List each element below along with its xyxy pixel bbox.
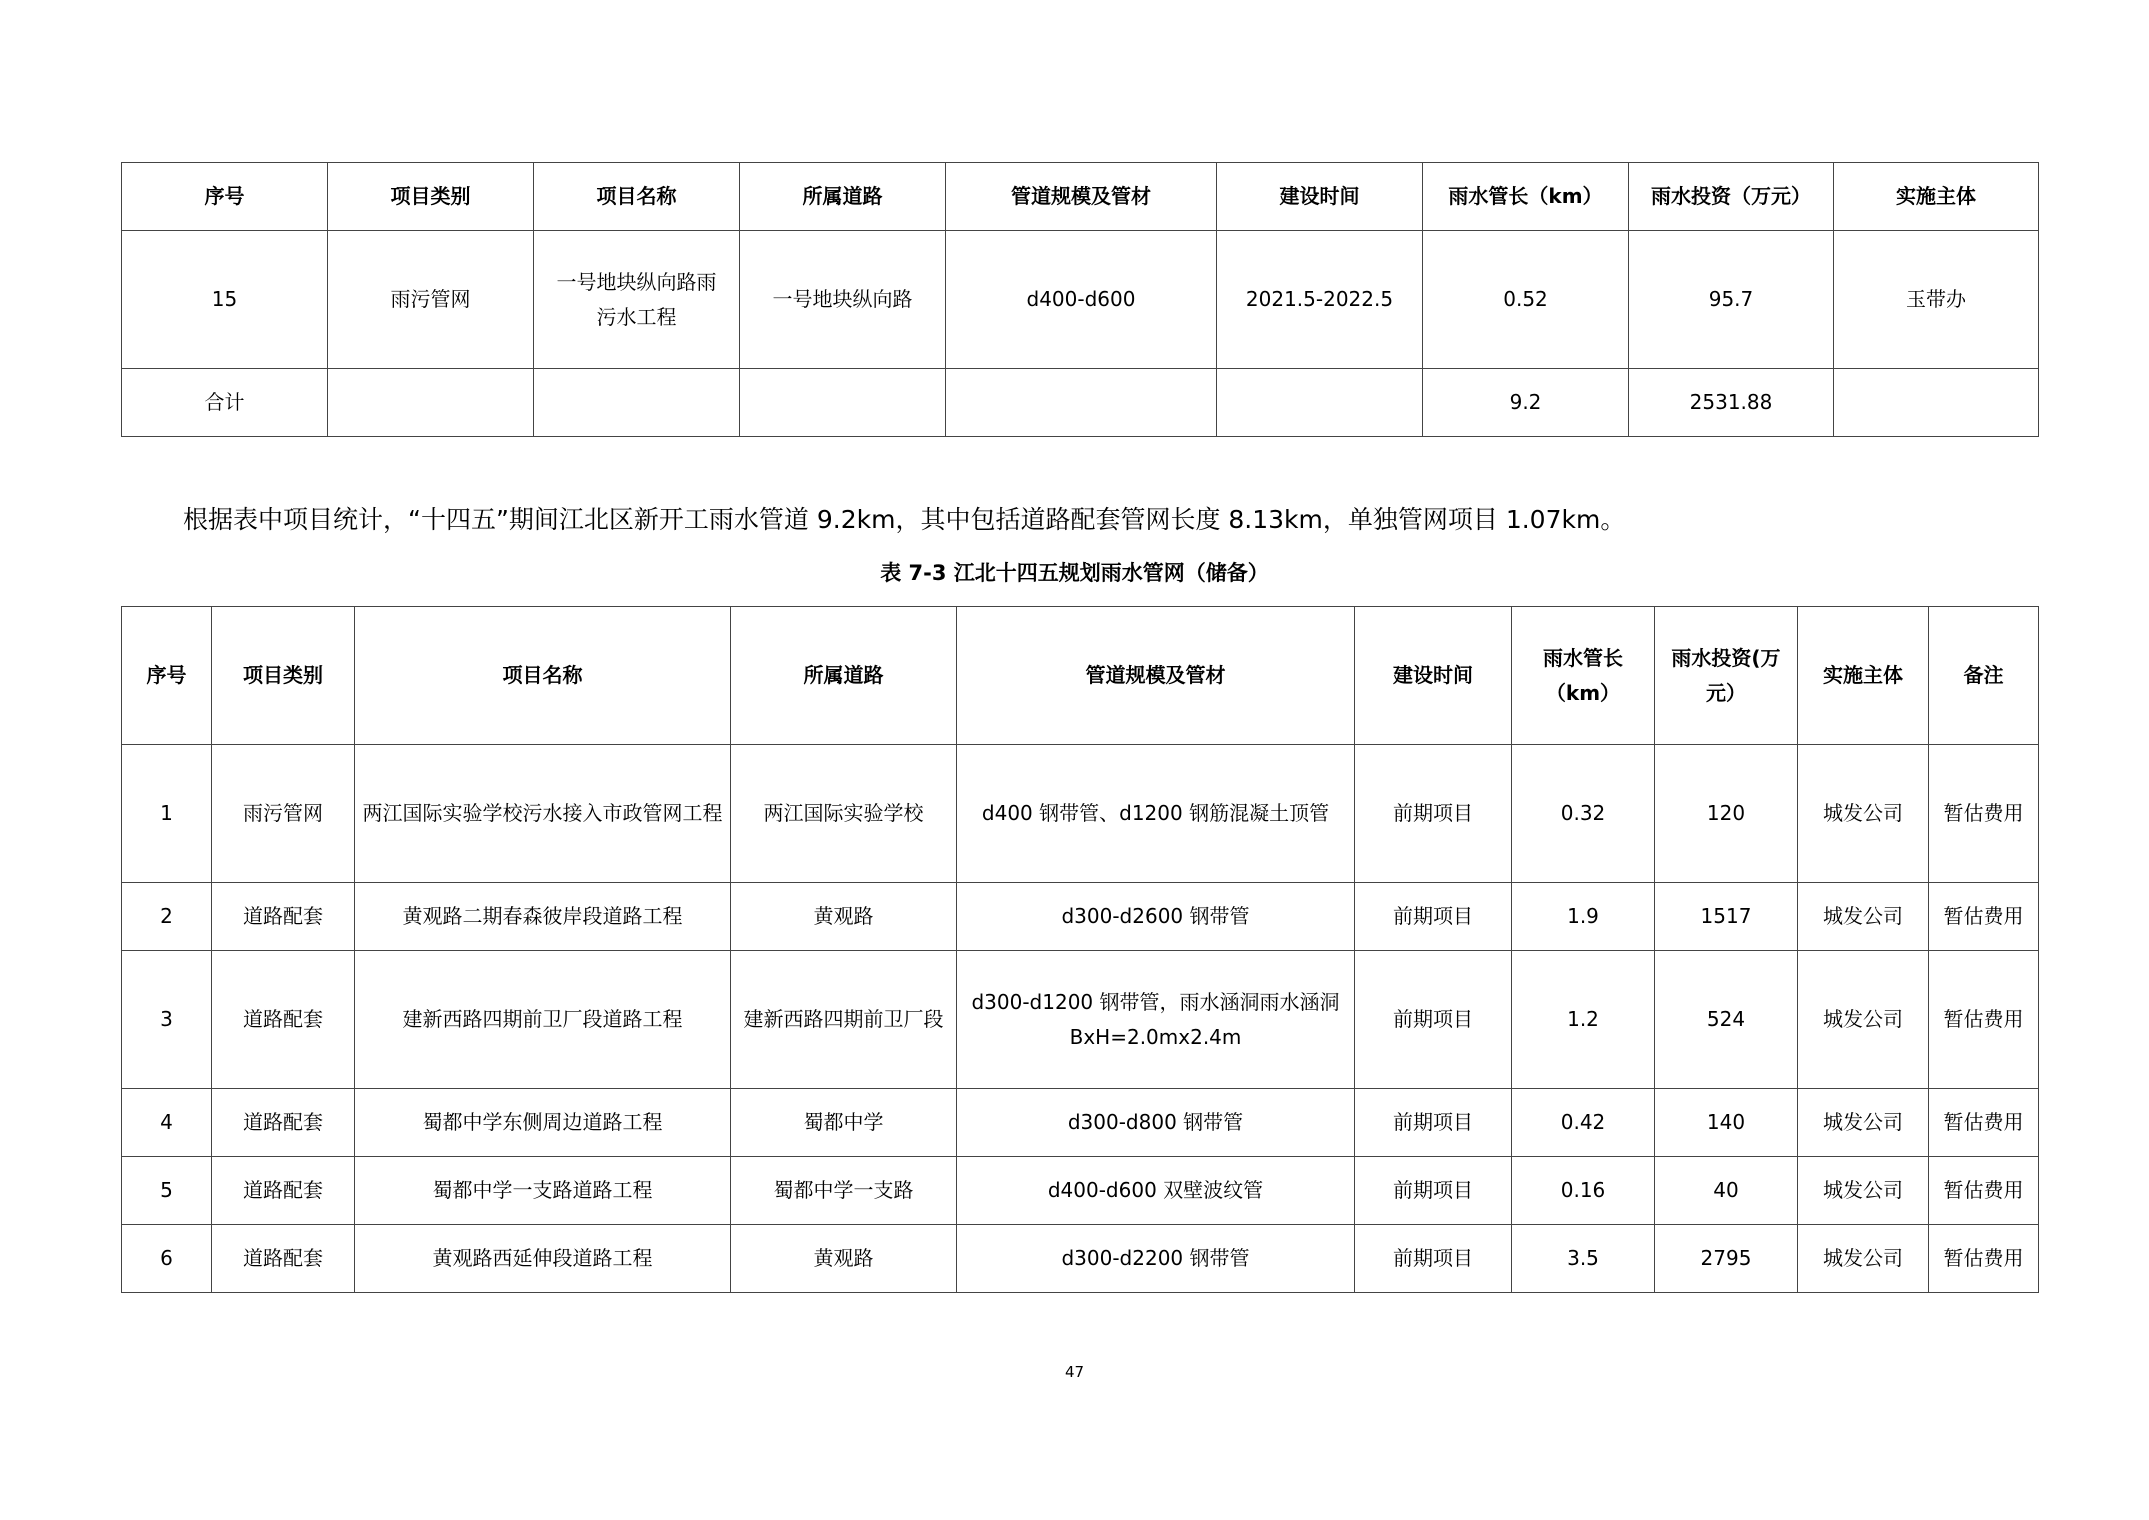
- rainwater-project-table: [121, 162, 2039, 437]
- table-header-row: [122, 607, 2039, 745]
- table-cell: 蜀都中学一支路: [731, 1157, 957, 1225]
- reserve-rainwater-project-table: [121, 606, 2039, 1293]
- table-cell: 前期项目: [1355, 745, 1512, 883]
- table-cell: 1: [122, 745, 212, 883]
- total-investment: 2531.88: [1629, 369, 1834, 437]
- table-cell: [946, 369, 1217, 437]
- header-cell: 所属道路: [731, 607, 957, 745]
- table-cell: 蜀都中学东侧周边道路工程: [355, 1089, 731, 1157]
- table-cell: [328, 369, 534, 437]
- table-cell: 城发公司: [1798, 1089, 1929, 1157]
- table-cell: 暂估费用: [1929, 1157, 2039, 1225]
- table-cell: d400 钢带管、d1200 钢筋混凝土顶管: [957, 745, 1355, 883]
- header-cell: 雨水投资（万元）: [1629, 163, 1834, 231]
- table-cell: 前期项目: [1355, 1225, 1512, 1293]
- table-cell: 暂估费用: [1929, 883, 2039, 951]
- summary-paragraph: 根据表中项目统计，“十四五”期间江北区新开工雨水管道 9.2km，其中包括道路配套管网长度 8.13km，单独管网项目 1.07km。: [183, 505, 1626, 534]
- table-cell: d400-d600: [946, 231, 1217, 369]
- table-cell: 140: [1655, 1089, 1798, 1157]
- header-cell: 实施主体: [1798, 607, 1929, 745]
- table-cell: 0.42: [1512, 1089, 1655, 1157]
- table-cell: 黄观路西延伸段道路工程: [355, 1225, 731, 1293]
- table-cell: 道路配套: [212, 1089, 355, 1157]
- table-row: [122, 1225, 2039, 1293]
- table-cell: 前期项目: [1355, 1157, 1512, 1225]
- table-cell: d400-d600 双壁波纹管: [957, 1157, 1355, 1225]
- table-cell: 一号地块纵向路: [740, 231, 946, 369]
- table-cell: 暂估费用: [1929, 1089, 2039, 1157]
- table-cell: 40: [1655, 1157, 1798, 1225]
- page-number: 47: [1064, 1363, 1085, 1381]
- header-cell: 项目名称: [534, 163, 740, 231]
- table-caption: 表 7-3 江北十四五规划雨水管网（储备）: [880, 561, 1269, 585]
- header-cell: 雨水管长（km）: [1423, 163, 1629, 231]
- table-cell: 3: [122, 951, 212, 1089]
- header-cell: 建设时间: [1217, 163, 1423, 231]
- table-cell: 1.2: [1512, 951, 1655, 1089]
- table-cell: 雨污管网: [328, 231, 534, 369]
- table-cell: 道路配套: [212, 1225, 355, 1293]
- table-row: [122, 1089, 2039, 1157]
- table-cell: 两江国际实验学校: [731, 745, 957, 883]
- table-cell: 2: [122, 883, 212, 951]
- header-cell: 雨水管长（km）: [1512, 607, 1655, 745]
- header-cell: 项目类别: [212, 607, 355, 745]
- table-cell: 6: [122, 1225, 212, 1293]
- header-cell: 雨水投资(万元）: [1655, 607, 1798, 745]
- table-cell: 前期项目: [1355, 1089, 1512, 1157]
- table-cell: 15: [122, 231, 328, 369]
- table-cell: 黄观路: [731, 1225, 957, 1293]
- table-cell: 蜀都中学: [731, 1089, 957, 1157]
- table-cell: 3.5: [1512, 1225, 1655, 1293]
- table-cell: 道路配套: [212, 883, 355, 951]
- table-row: [122, 883, 2039, 951]
- table-row: [122, 231, 2039, 369]
- header-cell: 管道规模及管材: [957, 607, 1355, 745]
- table-cell: 雨污管网: [212, 745, 355, 883]
- header-cell: 管道规模及管材: [946, 163, 1217, 231]
- header-cell: 序号: [122, 163, 328, 231]
- total-pipe-length: 9.2: [1423, 369, 1629, 437]
- table-cell: 城发公司: [1798, 1157, 1929, 1225]
- table-header-row: [122, 163, 2039, 231]
- header-cell: 建设时间: [1355, 607, 1512, 745]
- table-cell: 城发公司: [1798, 951, 1929, 1089]
- table-cell: 524: [1655, 951, 1798, 1089]
- table-cell: 0.52: [1423, 231, 1629, 369]
- table-cell: 黄观路: [731, 883, 957, 951]
- table-cell: 玉带办: [1834, 231, 2039, 369]
- table-cell: 城发公司: [1798, 1225, 1929, 1293]
- table-cell: 95.7: [1629, 231, 1834, 369]
- table-cell: 蜀都中学一支路道路工程: [355, 1157, 731, 1225]
- table-cell: 120: [1655, 745, 1798, 883]
- table-cell: 前期项目: [1355, 883, 1512, 951]
- table-cell: d300-d1200 钢带管，雨水涵洞雨水涵洞 BxH=2.0mx2.4m: [957, 951, 1355, 1089]
- table-cell: d300-d2200 钢带管: [957, 1225, 1355, 1293]
- table-cell: d300-d800 钢带管: [957, 1089, 1355, 1157]
- table-row: [122, 1157, 2039, 1225]
- header-cell: 所属道路: [740, 163, 946, 231]
- table-cell: 前期项目: [1355, 951, 1512, 1089]
- table-cell: 1517: [1655, 883, 1798, 951]
- total-label: 合计: [122, 369, 328, 437]
- table-cell: 暂估费用: [1929, 1225, 2039, 1293]
- header-cell: 备注: [1929, 607, 2039, 745]
- table-cell: 5: [122, 1157, 212, 1225]
- table-cell: 道路配套: [212, 1157, 355, 1225]
- table-cell: [740, 369, 946, 437]
- table-cell: 4: [122, 1089, 212, 1157]
- header-cell: 序号: [122, 607, 212, 745]
- table-cell: 城发公司: [1798, 883, 1929, 951]
- table-cell: 两江国际实验学校污水接入市政管网工程: [355, 745, 731, 883]
- table-cell: 暂估费用: [1929, 951, 2039, 1089]
- table-cell: d300-d2600 钢带管: [957, 883, 1355, 951]
- table-cell: 建新西路四期前卫厂段: [731, 951, 957, 1089]
- table-cell: [1834, 369, 2039, 437]
- table-row: [122, 951, 2039, 1089]
- table-row: [122, 745, 2039, 883]
- table-cell: 2021.5-2022.5: [1217, 231, 1423, 369]
- header-cell: 项目类别: [328, 163, 534, 231]
- table-cell: 黄观路二期春森彼岸段道路工程: [355, 883, 731, 951]
- total-row: [122, 369, 2039, 437]
- table-cell: 建新西路四期前卫厂段道路工程: [355, 951, 731, 1089]
- table-cell: 暂估费用: [1929, 745, 2039, 883]
- header-cell: 项目名称: [355, 607, 731, 745]
- table-cell: 一号地块纵向路雨污水工程: [534, 231, 740, 369]
- table-cell: 城发公司: [1798, 745, 1929, 883]
- header-cell: 实施主体: [1834, 163, 2039, 231]
- table-cell: 道路配套: [212, 951, 355, 1089]
- table-cell: 1.9: [1512, 883, 1655, 951]
- table-cell: 0.32: [1512, 745, 1655, 883]
- table-cell: 2795: [1655, 1225, 1798, 1293]
- table-cell: [1217, 369, 1423, 437]
- table-cell: [534, 369, 740, 437]
- table-cell: 0.16: [1512, 1157, 1655, 1225]
